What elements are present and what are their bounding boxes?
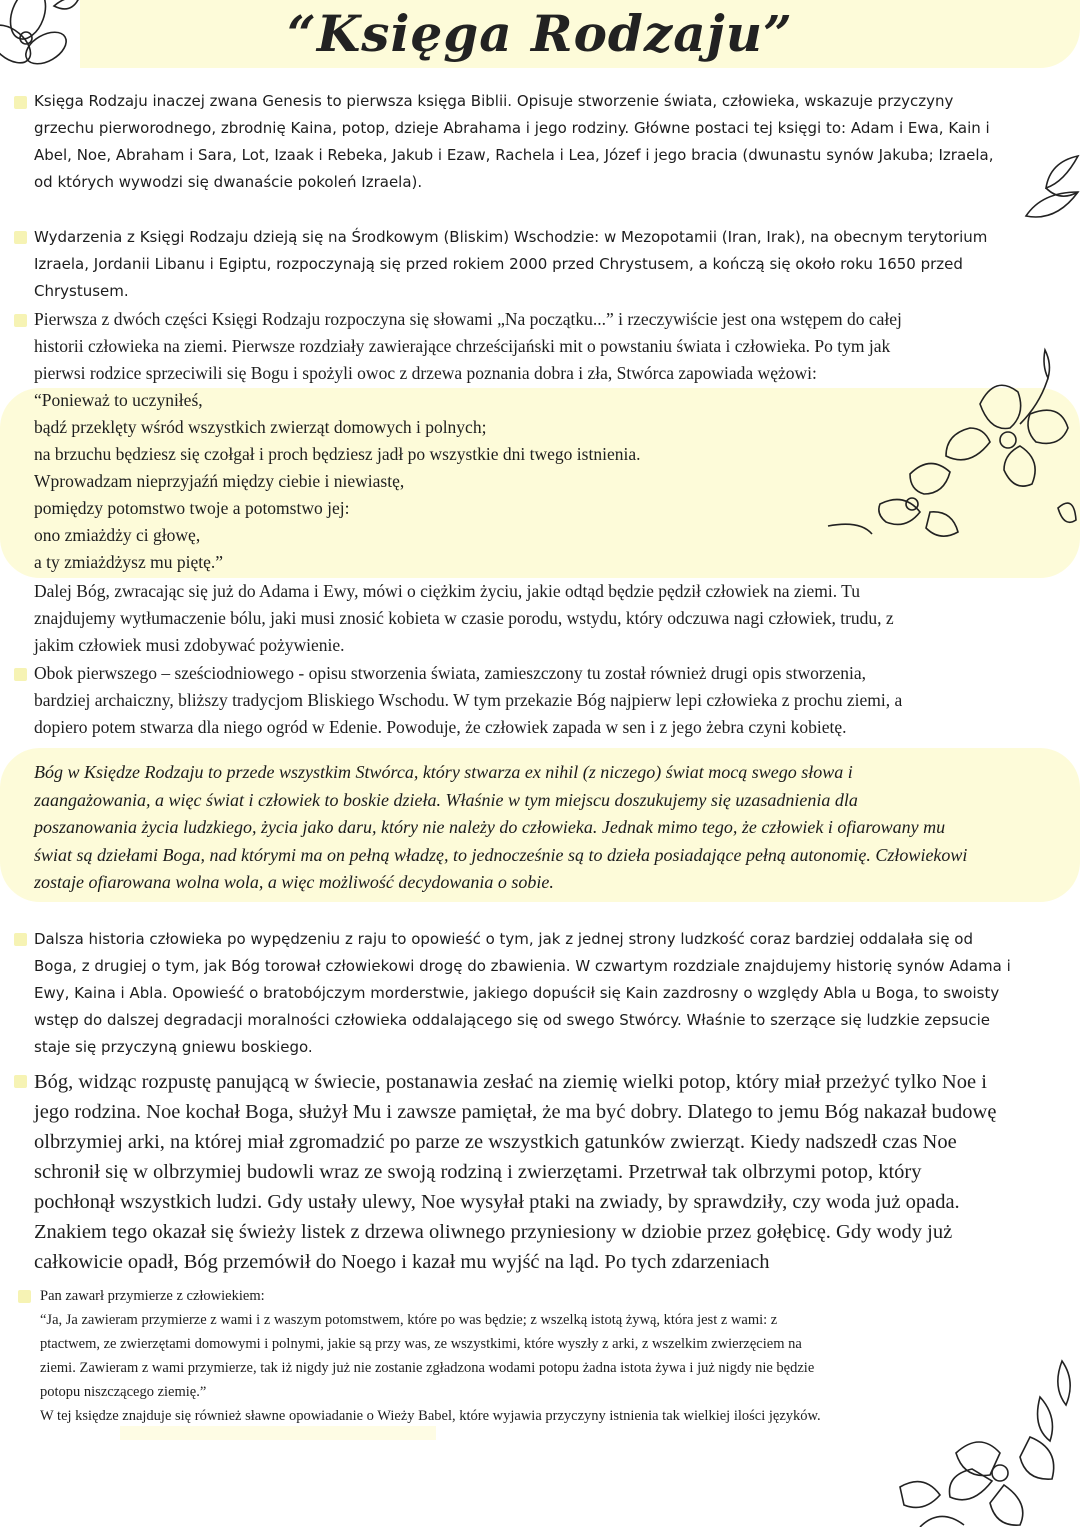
text-line: Dalsza historia człowieka po wypędzeniu z raju to opowieść o tym, jak z jednej strony ludzkość coraz bardziej oddalała się od (34, 930, 974, 948)
text-line: Ewy, Kaina i Abla. Opowieść o bratobójczym morderstwie, jakiego dopuścił się Kain zazdrosny o względy Abla u Boga, to swoisty (34, 984, 1000, 1002)
text-line: Wydarzenia z Księgi Rodzaju dzieją się na Środkowym (Bliskim) Wschodzie: w Mezopotamii (Iran, Irak), na obecnym terytorium (34, 228, 988, 246)
text-line: Znakiem tego okazał się świeży listek z drzewa oliwnego przyniesiony w dziobie przez gołębicę. Gdy wody już (34, 1221, 953, 1243)
text-line: bardziej archaiczny, bliższy tradycjom Bliskiego Wschodu. W tym przekazie Bóg najpierw lepi człowieka z prochu ziemi, a (34, 690, 903, 710)
text-line: poszanowania życia ludzkiego, życia jako daru, który nie należy do człowieka. Jednak mimo tego, że człowiek i ofiarowany mu (34, 817, 946, 837)
paragraph-second-creation (34, 660, 902, 741)
text-line: Obok pierwszego – sześciodniowego - opisu stworzenia świata, zamieszczony tu został również drugi opis stworzenia, (34, 663, 866, 683)
text-line: zaangażowania, a więc świat i człowiek to boskie dzieła. Właśnie w tym miejscu doszukujemy się uzasadnienia dla (34, 789, 858, 810)
faint-highlight (120, 1426, 436, 1440)
text-line: ziemi. Zawieram z wami przymierze, tak iż nigdy już nie zostanie zgładzona wodami potopu żadna istota żywa i już nigdy nie będzie (40, 1360, 815, 1376)
leaf-right-icon (1020, 152, 1080, 232)
text-line: pomiędzy potomstwo twoje a potomstwo jej: (34, 498, 350, 518)
text-line: “Ponieważ to uczyniłeś, (34, 390, 203, 410)
text-line: potopu niszczącego ziemię.” (40, 1384, 207, 1400)
text-line: Wprowadzam nieprzyjaźń między ciebie i niewiastę, (34, 471, 405, 491)
text-line: pochłonął wszystkich ludzi. Gdy ustały ulewy, Noe wysyłał ptaki na zwiady, by sprawdziły, czy woda już opada. (34, 1191, 960, 1213)
text-line: Dalej Bóg, zwracając się już do Adama i Ewy, mówi o ciężkim życiu, jakie odtąd będzie pędził człowiek na ziemi. Tu (34, 581, 860, 601)
text-line: W tej księdze znajduje się również sławne opowiadanie o Wieży Babel, które wyjawia przyczyny istnienia tak wielkiej ilości języków. (40, 1408, 821, 1424)
page-title: “Księga Rodzaju” (287, 4, 793, 63)
text-line: a ty zmiażdżysz mu piętę.” (34, 552, 224, 572)
text-line: jego rodzina. Noe kochał Boga, służył Mu i zawsze pamiętał, że ma być dobry. Dlatego to jemu Bóg nakazał budowę (34, 1101, 997, 1123)
flower-bottom-right-icon (880, 1357, 1080, 1527)
text-line: grzechu pierworodnego, zbrodnię Kaina, potop, dzieje Abrahama i jego rodziny. Główne postaci tej księgi to: Adam i Ewa, Kain i (34, 119, 990, 137)
text-line: Pierwsza z dwóch części Księgi Rodzaju rozpoczyna się słowami „Na początku...” i rzeczywiście jest ona wstępem do całej (34, 309, 902, 329)
quote-curse (34, 387, 640, 576)
text-line: Izraela, Jordanii Libanu i Egiptu, rozpoczynają się przed rokiem 2000 przed Chrystusem, a kończą się około roku 1650 przed (34, 255, 963, 273)
text-line: pierwsi rodzice sprzeciwili się Bogu i spożyli owoc z drzewa poznania dobra i zła, Stwórca zapowiada wężowi: (34, 363, 817, 383)
text-line: jakim człowiek musi zdobywać pożywienie. (34, 635, 345, 655)
text-line: świat są dziełami Boga, nad którymi ma on pełną władzę, to jednocześnie są to dzieła posiadające pełną autonomię. Człowiekowi (34, 844, 968, 865)
paragraph-intro (34, 88, 994, 196)
bullet (14, 96, 27, 109)
paragraph-first-part (34, 306, 902, 387)
text-line: ono zmiażdży ci głowę, (34, 525, 201, 545)
paragraph-adam-eve (34, 578, 894, 659)
text-line: Księga Rodzaju inaczej zwana Genesis to pierwsza księga Biblii. Opisuje stworzenie świata, człowieka, wskazuje przyczyny (34, 92, 954, 110)
text-line: znajdujemy wytłumaczenie bólu, jaki musi znosić kobieta w czasie porodu, wstydu, który odczuwa nagi człowiek, trudu, z (34, 608, 894, 628)
paragraph-covenant (40, 1284, 821, 1428)
text-line: Abel, Noe, Abraham i Sara, Lot, Izaak i Rebeka, Jakub i Ezaw, Rachela i Lea, Józef i jego bracia (dwunastu synów Jakuba; Izraela, (34, 146, 994, 164)
text-line: ptactwem, ze zwierzętami domowymi i polnymi, jakie są przy was, ze wszystkimi, które wyszły z arki, z wszelkim zwierzęciem na (40, 1336, 802, 1352)
text-line: na brzuchu będziesz się czołgał i proch będziesz jadł po wszystkie dni twego istnienia. (34, 444, 641, 464)
text-line: Boga, z drugiej o tym, jak Bóg torował człowiekowi drogę do zbawienia. W czwartym rozdziale znajdujemy historię synów Adama i (34, 957, 1011, 975)
text-line: Bóg, widząc rozpustę panującą w świecie, postanawia zesłać na ziemię wielki potop, który miał przeżyć tylko Noe i (34, 1071, 987, 1093)
text-line: wstęp do dalszej degradacji moralności człowieka oddalającego się od swego Stwórcy. Właśnie to szerzące się ludzkie zepsucie (34, 1011, 990, 1029)
paragraph-god-creator (34, 759, 967, 897)
text-line: historii człowieka na ziemi. Pierwsze rozdziały zawierające chrześcijański mit o powstaniu świata i człowieka. Po tym jak (34, 336, 891, 356)
text-line: staje się przyczyną gniewu boskiego. (34, 1038, 313, 1056)
text-line: olbrzymiej arki, na której miał zgromadzić po parze ze wszystkich gatunków zwierząt. Kiedy nadszedł czas Noe (34, 1131, 957, 1153)
text-line: Pan zawarł przymierze z człowiekiem: (40, 1288, 265, 1304)
bullet (14, 231, 27, 244)
bullet (14, 314, 27, 327)
paragraph-setting (34, 224, 987, 305)
text-line: “Ja, Ja zawieram przymierze z wami i z waszym potomstwem, które po was będzie; z wszelką istotą żywą, która jest z wami: z (40, 1312, 778, 1328)
text-line: bądź przeklęty wśród wszystkich zwierząt domowych i polnych; (34, 417, 487, 437)
text-line: zostaje ofiarowana wolna wola, a więc możliwość decydowania o sobie. (34, 872, 554, 892)
paragraph-flood (34, 1067, 996, 1277)
paragraph-cain-abel (34, 926, 1011, 1061)
text-line: Bóg w Księdze Rodzaju to przede wszystkim Stwórca, który stwarza ex nihil (z niczego) świat mocą swego słowa i (34, 762, 853, 782)
text-line: całkowicie opadł, Bóg przemówił do Noego i kazał mu wyjść na ląd. Po tych zdarzeniach (34, 1251, 770, 1273)
bullet (18, 1290, 31, 1303)
text-line: dopiero potem stwarza dla niego ogród w Edenie. Powoduje, że człowiek zapada w sen i z jego żebra czyni kobietę. (34, 717, 847, 737)
bullet (14, 668, 27, 681)
bullet (14, 933, 27, 946)
text-line: Chrystusem. (34, 282, 129, 300)
bullet (14, 1075, 27, 1088)
text-line: od których wywodzi się dwanaście pokoleń Izraela). (34, 173, 423, 191)
text-line: schronił się w olbrzymiej budowli wraz ze swoją rodziną i zwierzętami. Przetrwał tak olbrzymi potop, który (34, 1161, 922, 1183)
